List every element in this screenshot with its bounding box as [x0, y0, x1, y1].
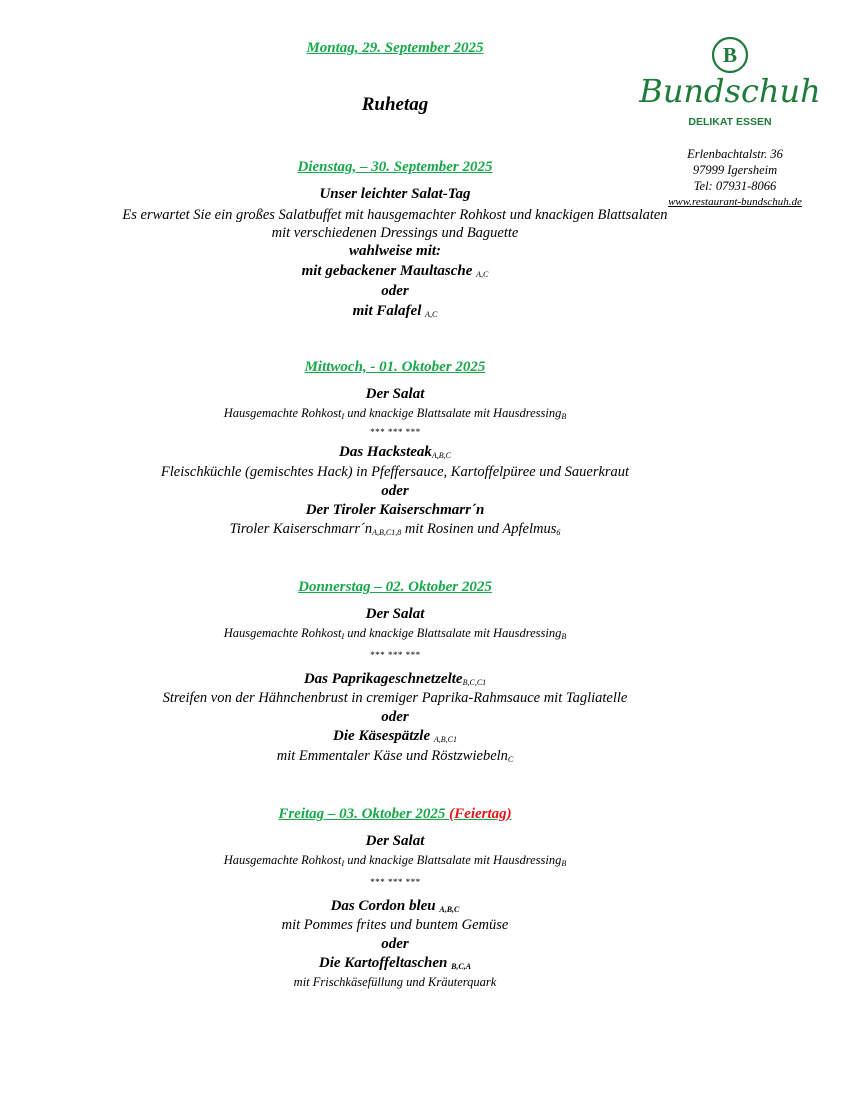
allergen-codes: A,B,C1 — [433, 735, 457, 744]
thursday-main-2-text: Die Käsespätzle — [333, 728, 434, 744]
logo-script: Bundschuh — [639, 72, 821, 110]
thursday-salad-desc — [0, 626, 790, 641]
salad-desc-a: Hausgemachte Rohkost — [223, 406, 342, 420]
thursday-main-1 — [0, 671, 790, 688]
salad-desc-a: Hausgemachte Rohkost — [223, 853, 342, 867]
tuesday-choice-label: wahlweise mit: — [348, 243, 442, 259]
wednesday-main-2-desc — [0, 521, 790, 538]
salad-desc-a: Hausgemachte Rohkost — [223, 626, 342, 640]
friday-salad-desc — [0, 853, 790, 868]
friday-main-2-desc: mit Frischkäsefüllung und Kräuterquark — [293, 975, 497, 989]
allergen-codes: A,C — [425, 310, 438, 319]
monday-date: Montag, 29. September 2025 — [306, 40, 484, 56]
thursday-or: oder — [381, 709, 409, 725]
tuesday-description-2: mit verschiedenen Dressings und Baguette — [271, 225, 519, 241]
allergen-codes: A,B,C — [431, 451, 452, 460]
wednesday-date: Mittwoch, - 01. Oktober 2025 — [304, 359, 486, 375]
tuesday-option-1-text: mit gebackener Maultasche — [301, 263, 473, 279]
friday-separator: *** *** *** — [369, 877, 421, 887]
tuesday-or: oder — [381, 283, 409, 299]
thursday-main-2 — [0, 728, 790, 745]
main-2-desc-b: mit Rosinen und Apfelmus — [401, 521, 557, 537]
thursday-date: Donnerstag – 02. Oktober 2025 — [298, 579, 492, 595]
allergen-codes: 6 — [556, 528, 561, 537]
thursday-main-1-text: Das Paprikageschnetzelte — [303, 671, 463, 687]
salad-desc-b: und knackige Blattsalate mit Hausdressing — [344, 853, 562, 867]
wednesday-separator: *** *** *** — [369, 427, 421, 437]
tuesday-option-2 — [0, 303, 790, 320]
wednesday-salad-title: Der Salat — [365, 386, 425, 402]
wednesday-salad-desc — [0, 406, 790, 421]
main-2-desc: mit Emmentaler Käse und Röstzwiebeln — [276, 748, 508, 764]
allergen-codes: B,C,A — [451, 962, 472, 971]
friday-date-text: Freitag – 03. Oktober 2025 — [278, 806, 446, 822]
tuesday-description-1: Es erwartet Sie ein großes Salatbuffet mit hausgemachter Rohkost und knackigen Blattsalaten — [122, 207, 668, 223]
wednesday-main-1-desc: Fleischküchle (gemischtes Hack) in Pfeffersauce, Kartoffelpüree und Sauerkraut — [160, 464, 630, 480]
tuesday-title: Unser leichter Salat-Tag — [319, 186, 471, 202]
thursday-salad-title: Der Salat — [365, 606, 425, 622]
tuesday-option-1 — [0, 263, 790, 280]
address-website-link[interactable]: www.restaurant-bundschuh.de — [668, 196, 802, 208]
wednesday-main-1 — [0, 444, 790, 461]
thursday-separator: *** *** *** — [369, 650, 421, 660]
tuesday-date: Dienstag, – 30. September 2025 — [297, 159, 493, 175]
salad-desc-b: und knackige Blattsalate mit Hausdressing — [344, 406, 562, 420]
friday-main-1 — [0, 898, 790, 915]
allergen-codes: B,C,C1 — [462, 678, 487, 687]
friday-salad-title: Der Salat — [365, 833, 425, 849]
wednesday-or: oder — [381, 483, 409, 499]
friday-date — [0, 806, 790, 823]
address-tel: Tel: 07931-8066 — [693, 179, 777, 193]
logo-tagline: DELIKAT ESSEN — [688, 116, 772, 128]
friday-main-2 — [0, 955, 790, 972]
main-2-desc-a: Tiroler Kaiserschmarr´n — [229, 521, 373, 537]
allergen-codes: I — [341, 632, 345, 641]
tuesday-option-2-text: mit Falafel — [352, 303, 422, 319]
allergen-codes: B — [561, 859, 567, 868]
holiday-label: (Feiertag) — [449, 806, 512, 822]
allergen-codes: A,B,C — [439, 905, 460, 914]
salad-desc-b: und knackige Blattsalate mit Hausdressing — [344, 626, 562, 640]
friday-or: oder — [381, 936, 409, 952]
wednesday-main-2: Der Tiroler Kaiserschmarr´n — [305, 502, 485, 518]
friday-main-2-text: Die Kartoffeltaschen — [318, 955, 452, 971]
allergen-codes: I — [341, 412, 345, 421]
friday-main-1-desc: mit Pommes frites und buntem Gemüse — [281, 917, 509, 933]
monday-closed-note: Ruhetag — [361, 94, 429, 115]
allergen-codes: A,C — [476, 270, 489, 279]
allergen-codes: A,B,C1,8 — [372, 528, 402, 537]
wednesday-main-1-text: Das Hacksteak — [338, 444, 432, 460]
allergen-codes: I — [341, 859, 345, 868]
thursday-main-2-desc — [0, 748, 790, 765]
address-street: Erlenbachtalstr. 36 — [687, 147, 783, 161]
allergen-codes: B — [561, 412, 567, 421]
thursday-main-1-desc: Streifen von der Hähnchenbrust in cremiger Paprika-Rahmsauce mit Tagliatelle — [162, 690, 628, 706]
logo-monogram: B — [722, 43, 738, 67]
allergen-codes: C — [507, 755, 514, 764]
allergen-codes: B — [561, 632, 567, 641]
friday-main-1-text: Das Cordon bleu — [330, 898, 440, 914]
address-city: 97999 Igersheim — [692, 163, 778, 177]
